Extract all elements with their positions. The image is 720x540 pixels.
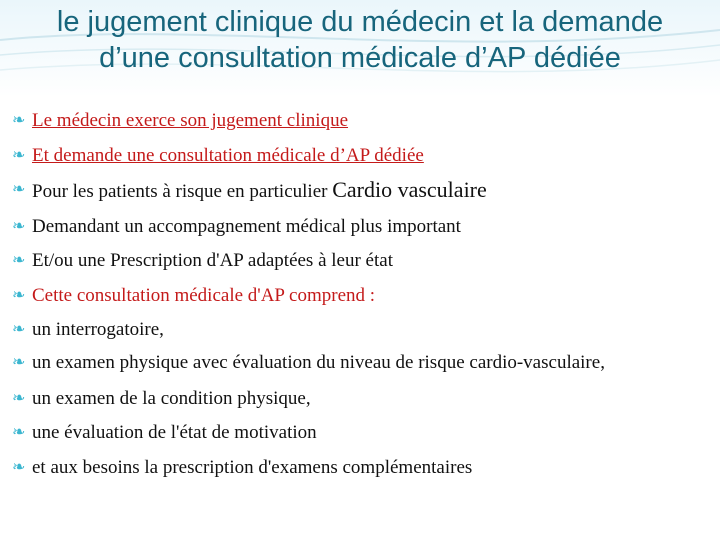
swirl-bullet-icon: ❧ xyxy=(12,146,26,164)
swirl-bullet-icon: ❧ xyxy=(12,286,26,304)
list-item: ❧ Et demande une consultation médicale d’AP dédiée xyxy=(12,139,712,174)
swirl-bullet-icon: ❧ xyxy=(12,321,26,338)
title-line-2: d’une consultation médicale d’AP dédiée xyxy=(99,42,621,74)
list-item: ❧ Cette consultation médicale d'AP comprend : xyxy=(12,279,712,314)
swirl-bullet-icon: ❧ xyxy=(12,252,26,269)
swirl-bullet-icon: ❧ xyxy=(12,181,26,198)
list-item: ❧ une évaluation de l'état de motivation xyxy=(12,416,712,451)
list-item: ❧ un examen physique avec évaluation du niveau de risque cardio-vasculaire, xyxy=(12,348,712,378)
slide-title xyxy=(0,4,720,76)
list-item: ❧ un interrogatoire, xyxy=(12,313,712,348)
swirl-bullet-icon: ❧ xyxy=(12,112,26,129)
bullet-list xyxy=(12,104,712,485)
list-item: ❧ un examen de la condition physique, xyxy=(12,382,712,417)
swirl-bullet-icon: ❧ xyxy=(12,389,26,407)
list-item: ❧ Demandant un accompagnement médical plus important xyxy=(12,210,712,245)
swirl-bullet-icon: ❧ xyxy=(12,458,26,476)
list-item: ❧ Pour les patients à risque en particulier Cardio vasculaire xyxy=(12,173,712,210)
swirl-bullet-icon: ❧ xyxy=(12,217,26,235)
swirl-bullet-icon: ❧ xyxy=(12,424,26,441)
list-item: ❧ Le médecin exerce son jugement clinique xyxy=(12,104,712,139)
list-item: ❧ et aux besoins la prescription d'examens complémentaires xyxy=(12,451,712,486)
swirl-bullet-icon: ❧ xyxy=(12,353,26,371)
list-item: ❧ Et/ou une Prescription d'AP adaptées à leur état xyxy=(12,244,712,279)
title-line-1: le jugement clinique du médecin et la demande xyxy=(56,6,664,38)
